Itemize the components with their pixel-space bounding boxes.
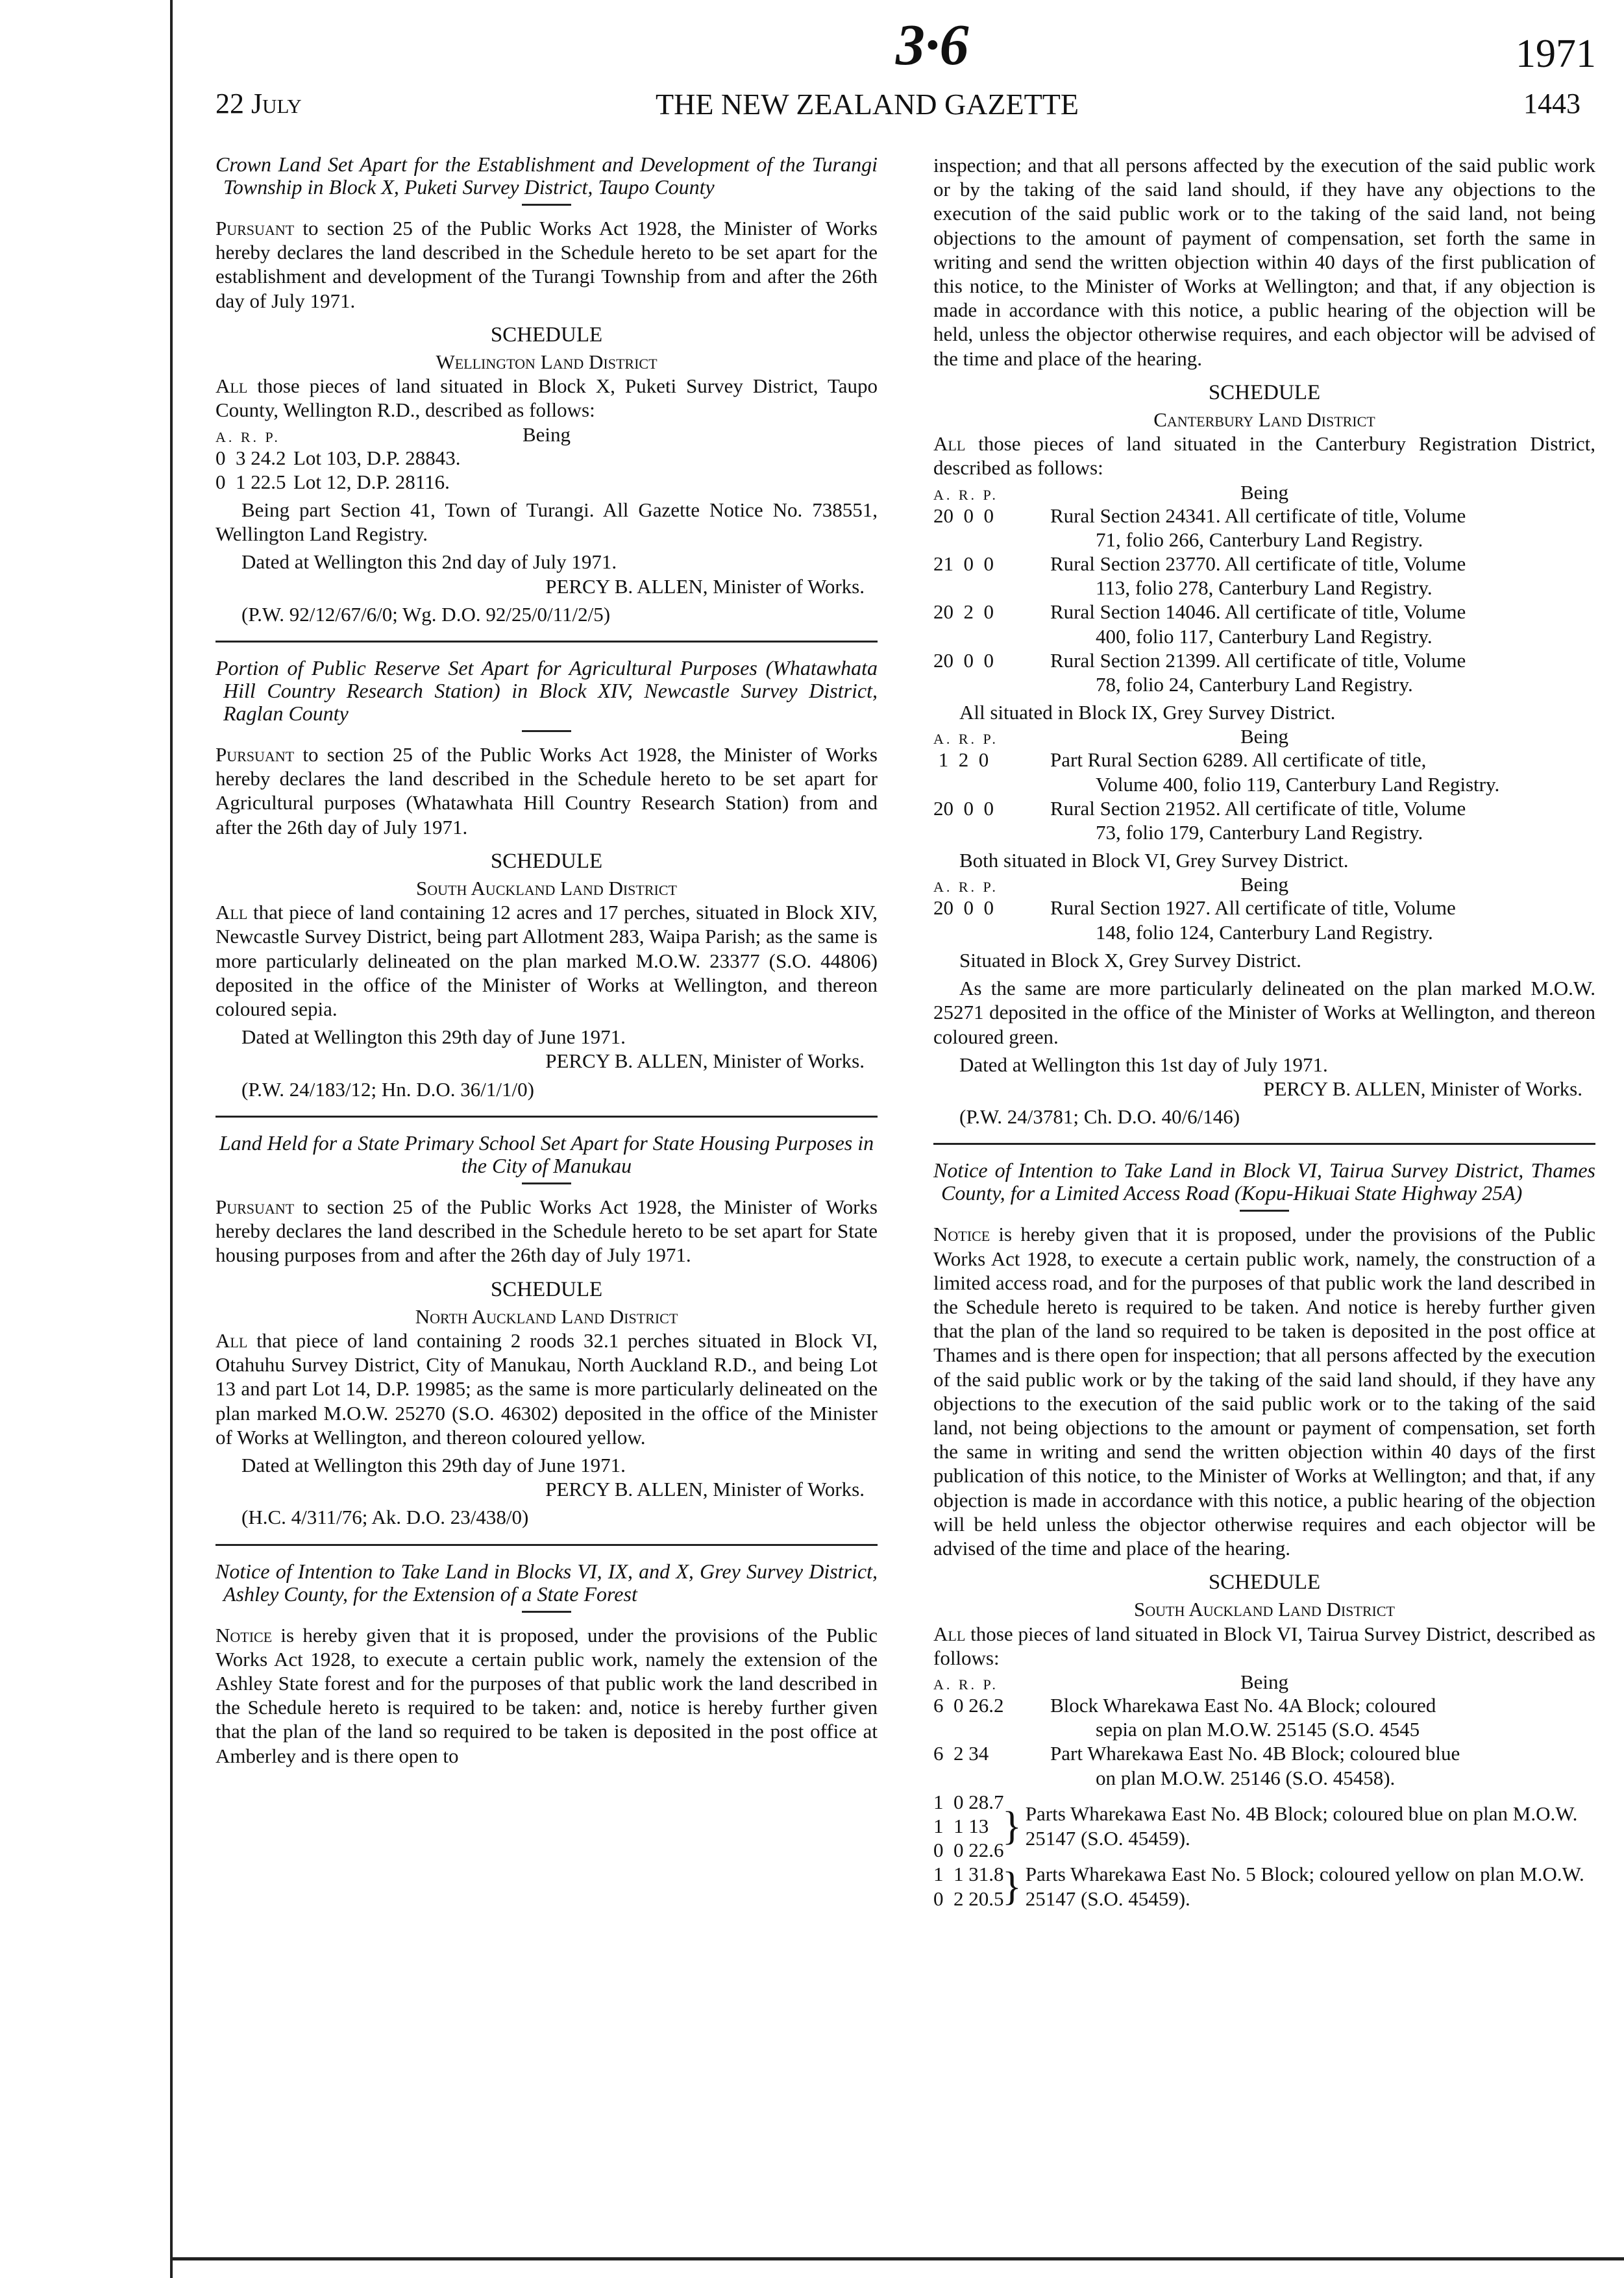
notice-body: Notice is hereby given that it is proposed, under the provisions of the Public Works Act 1928, to execute a certain public work, namely the extension of the Ashley State forest and for the purposes of that public work the land described in the Schedule hereto is required to be taken: and, notice is hereby further given that the plan of the land so required to be taken is deposited in the post office at Amberley and is there open to <box>215 1623 878 1767</box>
schedule-heading: SCHEDULE <box>490 323 603 347</box>
notice-title: Land Held for a State Primary School Set Apart for State Housing Purposes in the City of Manukau <box>219 1131 874 1177</box>
schedule-heading: SCHEDULE <box>1208 380 1321 404</box>
reference: (P.W. 92/12/67/6/0; Wg. D.O. 92/25/0/11/2/5) <box>241 602 611 626</box>
page-number: 1443 <box>1523 88 1581 119</box>
schedule-row: 6 2 34 Part Wharekawa East No. 4B Block; coloured blue on plan M.O.W. 25146 (S.O. 45458). <box>933 1742 1460 1789</box>
divider <box>1240 1210 1289 1212</box>
reference: (P.W. 24/183/12; Hn. D.O. 36/1/1/0) <box>241 1077 534 1101</box>
handwritten-mark: 3·6 <box>896 13 969 77</box>
notice-body: Pursuant to section 25 of the Public Works Act 1928, the Minister of Works hereby declares the land described in the Schedule hereto to be set apart for Agricultural purposes (Whatawhata Hill Country Research Station) from and after the 26th day of July 1971. <box>215 743 878 839</box>
dated-line: Dated at Wellington this 29th day of June 1971. <box>241 1453 626 1476</box>
divider <box>522 730 571 732</box>
schedule-group: 1 0 28.7 1 1 13 0 0 22.6 } Parts Wharekawa East No. 4B Block; coloured blue on plan M.O.W. 25147 (S.O. 45459). <box>933 1790 1578 1862</box>
land-district: South Auckland Land District <box>416 877 677 900</box>
bottom-rule <box>170 2257 1624 2260</box>
notice-separator <box>215 1116 878 1118</box>
schedule-intro: All those pieces of land situated in Block VI, Tairua Survey District, described as follows: <box>933 1622 1595 1669</box>
schedule-row: 20 2 0 Rural Section 14046. All certificate of title, Volume 400, folio 117, Canterbury Land Registry. <box>933 600 1466 648</box>
schedule-row: 6 0 26.2 Block Wharekawa East No. 4A Block; coloured sepia on plan M.O.W. 25145 (S.O. 4545 <box>933 1693 1436 1741</box>
handwritten-number: 1971 <box>1516 32 1596 76</box>
signature: PERCY B. ALLEN, Minister of Works. <box>1263 1077 1582 1100</box>
schedule-row: 20 0 0 Rural Section 21399. All certificate of title, Volume 78, folio 24, Canterbury Land Registry. <box>933 648 1466 696</box>
notice-ashley-forest <box>215 1560 878 1768</box>
dated-line: Dated at Wellington this 1st day of July 1971. <box>959 1053 1328 1076</box>
notice-manukau <box>215 1132 878 1530</box>
schedule-heading: SCHEDULE <box>490 849 603 873</box>
gazette-title: THE NEW ZEALAND GAZETTE <box>656 88 1079 121</box>
notice-separator <box>933 1143 1595 1145</box>
schedule-canterbury <box>933 381 1595 1129</box>
schedule-row: 20 0 0 Rural Section 24341. All certificate of title, Volume 71, folio 266, Canterbury Land Registry. <box>933 504 1466 551</box>
divider <box>522 204 571 206</box>
reference: (P.W. 24/3781; Ch. D.O. 40/6/146) <box>959 1105 1240 1129</box>
schedule-intro: All those pieces of land situated in the Canterbury Registration District, described as follows: <box>933 432 1595 480</box>
notice-kopu-hikuai <box>933 1159 1595 1910</box>
divider <box>522 1611 571 1613</box>
plan-note: As the same are more particularly delineated on the plan marked M.O.W. 25271 deposited in the office of the Minister of Works at Wellington, and thereon coloured green. <box>933 977 1595 1048</box>
reference: (H.C. 4/311/76; Ak. D.O. 23/438/0) <box>241 1506 529 1529</box>
binding-line <box>170 0 173 2278</box>
divider <box>522 1182 571 1184</box>
land-district: Wellington Land District <box>436 350 658 374</box>
notice-body: Notice is hereby given that it is proposed, under the provisions of the Public Works Act 1928, to execute a certain public work, namely, the construction of a limited access road, and for the purposes of that public work the land described in the Schedule hereto is required to be taken. And notice is hereby further given that the plan of the land so required to be taken is deposited in the post office at Thames and is there open for inspection; that all persons affected by the execution of the said public work or by the taking of the said land should, if they have any objections to the execution of the said public work or to the taking of the said land, not being objections to the amount or payment of compensation, set forth the same in writing and send the written objection within 40 days of the first publication of this notice, to the Minister of Works at Wellington; and that, if any objection is made in accordance with this notice, a public hearing of the objection will be held unless the objector otherwise requires and each objector will be advised of the time and place of the hearing. <box>933 1223 1595 1560</box>
notice-continuation: inspection; and that all persons affected by the execution of the said public work or by the taking of the said land should, if they have any objections to the execution of the said public work or to the taking of the said land, not being objections to the amount of payment of compensation, set forth the same in writing and send the written objection within 40 days of the first publication of this notice, to the Minister of Works at Wellington; and that, if any objection is made in accordance with this notice, a public hearing of the objection will be held, unless the objector otherwise requires, and each objector will be advised of the time and place of the hearing. <box>933 154 1595 370</box>
right-column <box>933 153 1595 1911</box>
schedule-intro: All those pieces of land situated in Block X, Puketi Survey District, Taupo County, Wellington R.D., described as follows: <box>215 374 878 422</box>
notice-title: Notice of Intention to Take Land in Block VI, Tairua Survey District, Thames County, for a Limited Access Road (Kopu-Hikuai State Highway 25A) <box>933 1158 1595 1205</box>
schedule-row: 20 0 0 Rural Section 1927. All certificate of title, Volume 148, folio 124, Canterbury Land Registry. <box>933 896 1456 944</box>
schedule-row: 21 0 0 Rural Section 23770. All certificate of title, Volume 113, folio 278, Canterbury Land Registry. <box>933 552 1466 600</box>
schedule-row: 1 2 0 Part Rural Section 6289. All certificate of title, Volume 400, folio 119, Canterbury Land Registry. <box>933 748 1500 796</box>
situated-line: Situated in Block X, Grey Survey District. <box>959 948 1301 972</box>
schedule-paragraph: All that piece of land containing 12 acres and 17 perches, situated in Block XIV, Newcastle Survey District, being part Allotment 283, Waipa Parish; as the same is more particularly delineated on the plan marked M.O.W. 23377 (S.O. 44806) deposited in the office of the Minister of Works at Wellington, and thereon coloured sepia. <box>215 901 878 1021</box>
notice-separator <box>215 1544 878 1546</box>
signature: PERCY B. ALLEN, Minister of Works. <box>545 1049 865 1073</box>
situated-line: All situated in Block IX, Grey Survey District. <box>959 701 1336 724</box>
arp-header: A. R. P. Being <box>215 423 571 446</box>
notice-separator <box>215 641 878 643</box>
brace-glyph: } <box>1002 1864 1022 1909</box>
notice-body: Pursuant to section 25 of the Public Works Act 1928, the Minister of Works hereby declares the land described in the Schedule hereto to be set apart for State housing purposes from and after the 26th day of July 1971. <box>215 1195 878 1267</box>
schedule-row: 0 3 24.2 Lot 103, D.P. 28843. <box>215 446 461 469</box>
notice-whatawhata <box>215 657 878 1101</box>
situated-line: Both situated in Block VI, Grey Survey District. <box>959 849 1349 872</box>
schedule-heading: SCHEDULE <box>490 1277 603 1301</box>
land-district: South Auckland Land District <box>1134 1598 1395 1621</box>
signature: PERCY B. ALLEN, Minister of Works. <box>545 1478 865 1501</box>
schedule-row: 20 0 0 Rural Section 21952. All certificate of title, Volume 73, folio 179, Canterbury Land Registry. <box>933 796 1466 844</box>
schedule-heading: SCHEDULE <box>1208 1571 1321 1595</box>
notice-title: Notice of Intention to Take Land in Blocks VI, IX, and X, Grey Survey District, Ashley County, for the Extension of a State Forest <box>215 1559 878 1606</box>
header-date: 22 July <box>215 88 302 119</box>
arp-header: A. R. P. Being <box>933 873 1289 896</box>
notice-title: Crown Land Set Apart for the Establishment and Development of the Turangi Township in Block X, Puketi Survey District, Taupo County <box>215 153 878 199</box>
arp-header: A. R. P. Being <box>933 1670 1289 1693</box>
signature: PERCY B. ALLEN, Minister of Works. <box>545 574 865 598</box>
schedule-group: 1 1 31.8 0 2 20.5 } Parts Wharekawa East No. 5 Block; coloured yellow on plan M.O.W. 25147 (S.O. 45459). <box>933 1863 1584 1910</box>
schedule-row: 0 1 22.5 Lot 12, D.P. 28116. <box>215 470 450 493</box>
schedule-note: Being part Section 41, Town of Turangi. All Gazette Notice No. 738551, Wellington Land Registry. <box>215 498 878 546</box>
left-column <box>215 153 878 1768</box>
arp-header: A. R. P. Being <box>933 480 1289 504</box>
arp-header: A. R. P. Being <box>933 725 1289 748</box>
notice-turangi <box>215 153 878 626</box>
notice-title: Portion of Public Reserve Set Apart for Agricultural Purposes (Whatawhata Hill Country Research Station) in Block XIV, Newcastle Survey District, Raglan County <box>215 656 878 726</box>
land-district: Canterbury Land District <box>1153 408 1375 432</box>
dated-line: Dated at Wellington this 29th day of June 1971. <box>241 1025 626 1049</box>
notice-body: Pursuant to section 25 of the Public Works Act 1928, the Minister of Works hereby declares the land described in the Schedule hereto to be set apart for the establishment and development of the Turangi Township from and after the 26th day of July 1971. <box>215 217 878 312</box>
brace-glyph: } <box>1002 1804 1022 1848</box>
land-district: North Auckland Land District <box>415 1304 678 1328</box>
schedule-paragraph: All that piece of land containing 2 roods 32.1 perches situated in Block VI, Otahuhu Survey District, City of Manukau, North Auckland R.D., and being Lot 13 and part Lot 14, D.P. 19985; as the same is more particularly delineated on the plan marked M.O.W. 25270 (S.O. 46302) deposited in the office of the Minister of Works at Wellington, and thereon coloured yellow. <box>215 1329 878 1449</box>
dated-line: Dated at Wellington this 2nd day of July 1971. <box>241 550 617 574</box>
